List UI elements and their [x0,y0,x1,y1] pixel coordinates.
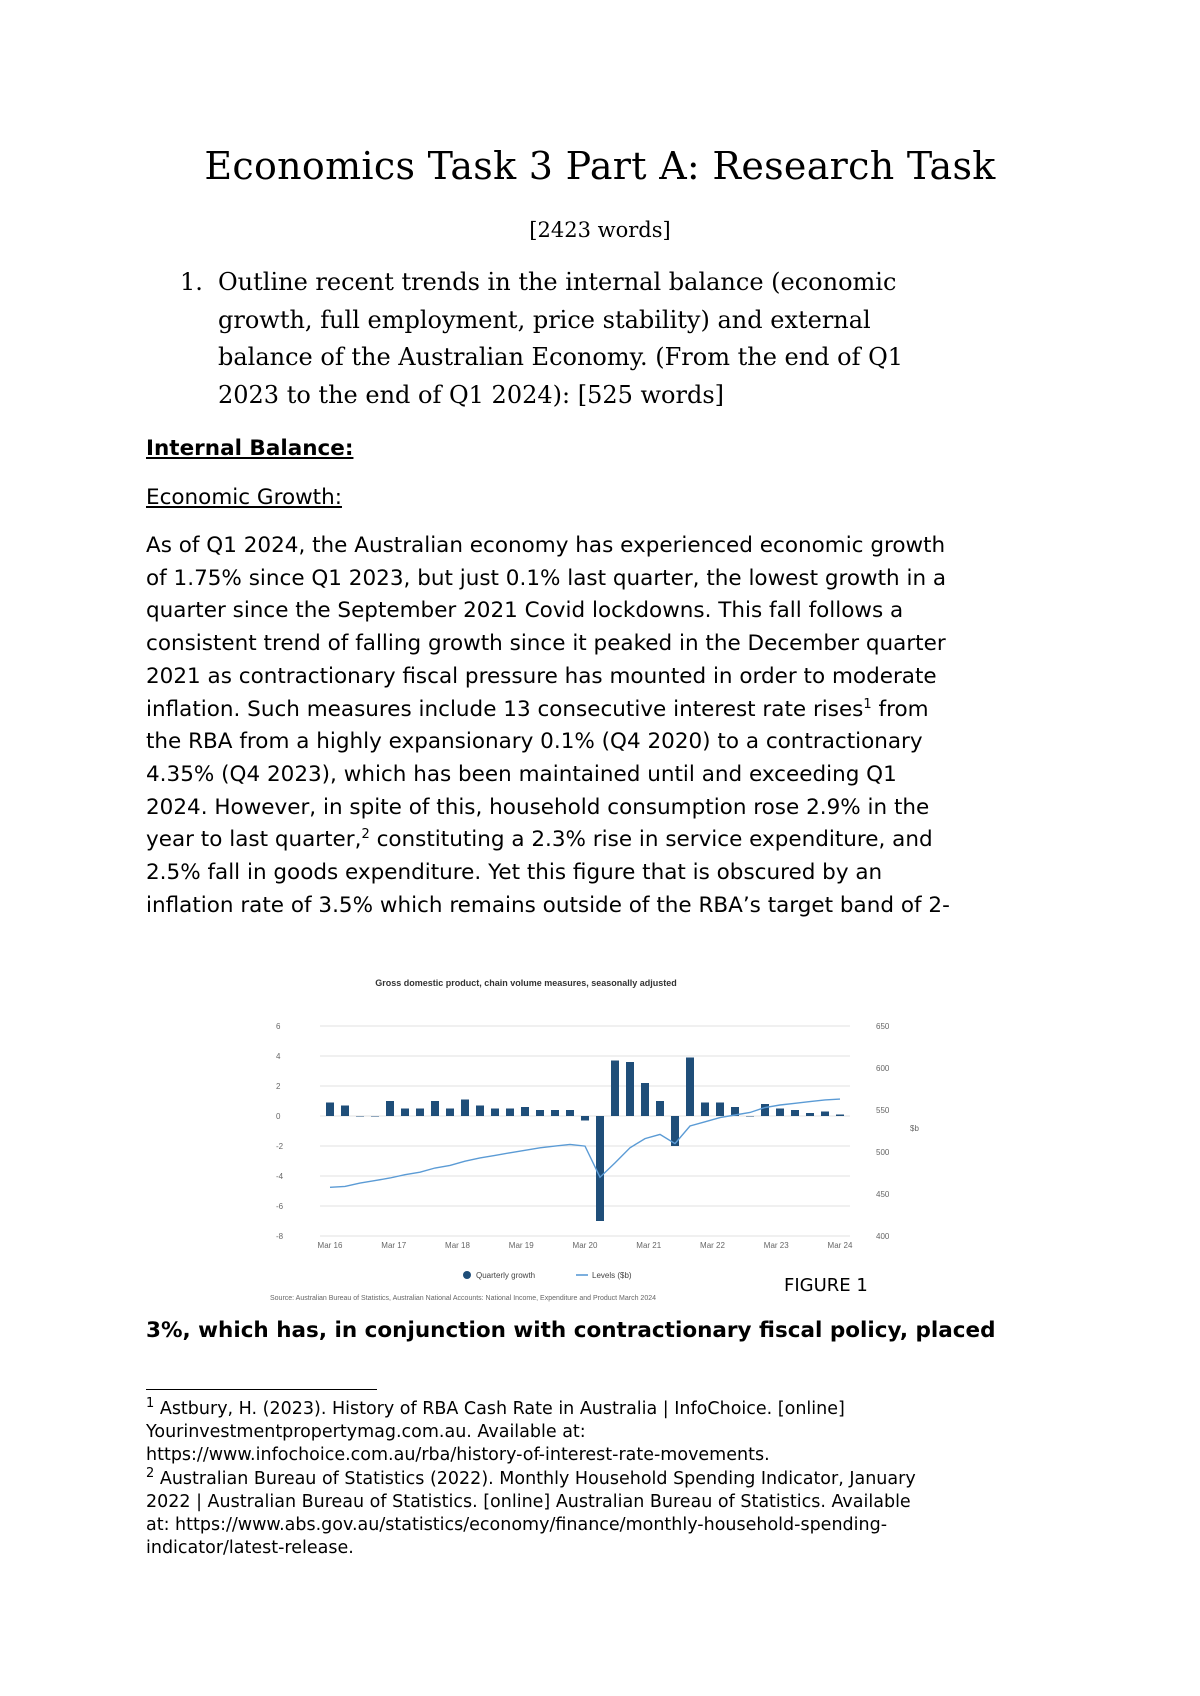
growth-bar [506,1109,514,1117]
growth-bar [761,1104,769,1116]
growth-bar [776,1109,784,1117]
paragraph-line: 2024. However, in spite of this, household consumption rose 2.9% in the [146,794,930,820]
left-tick-label: 4 [276,1052,281,1061]
x-tick-label: Mar 19 [508,1241,534,1250]
word-count: [2423 words] [529,218,671,242]
paragraph-line [146,825,933,855]
growth-bar [491,1109,499,1117]
left-tick-label: -4 [276,1172,284,1181]
right-tick-label: 600 [876,1064,890,1073]
paragraph-line: As of Q1 2024, the Australian economy has experienced economic growth [146,533,946,558]
footnote-text: Astbury, H. (2023). History of RBA Cash Rate in Australia | InfoChoice. [online] [154,1399,845,1419]
continued-paragraph-line: 3%, which has, in conjunction with contractionary fiscal policy, placed [146,1318,996,1343]
footnote-2-line [146,1468,916,1491]
question-line: Outline recent trends in the internal balance (economic [218,268,897,296]
paragraph-line [146,695,929,725]
paragraph-line: inflation rate of 3.5% which remains outside of the RBA’s target band of 2- [146,892,950,918]
footnote-text: Australian Bureau of Statistics (2022). Monthly Household Spending Indicator, January [154,1469,916,1489]
paragraph-line: consistent trend of falling growth since it peaked in the December quarter [146,631,946,657]
figure-caption: FIGURE 1 [784,1275,868,1296]
growth-bar [521,1107,529,1116]
footnote-2-link[interactable]: indicator/latest-release. [146,1538,354,1558]
left-tick-label: 0 [276,1112,281,1121]
heading-internal-balance: Internal Balance: [146,436,354,461]
right-axis-label: $b [910,1124,919,1133]
growth-bar [536,1110,544,1116]
paragraph-line: of 1.75% since Q1 2023, but just 0.1% last quarter, the lowest growth in a [146,565,947,591]
paragraph-line-tail: constituting a 2.3% rise in service expenditure, and [369,827,933,853]
growth-bar [836,1115,844,1117]
left-tick-label: 6 [276,1022,281,1031]
legend-label-levels: Levels ($b) [592,1271,632,1280]
footnote-1-line [146,1398,845,1421]
x-tick-label: Mar 17 [381,1241,407,1250]
right-tick-label: 550 [876,1106,890,1115]
left-tick-label: 2 [276,1082,281,1091]
growth-bar [596,1116,604,1221]
chart-title: Gross domestic product, chain volume measures, seasonally adjusted [375,978,677,988]
x-tick-label: Mar 21 [636,1241,662,1250]
heading-economic-growth: Economic Growth: [146,485,342,510]
question-line: 2023 to the end of Q1 2024): [525 words] [218,380,725,409]
footnote-ref-2[interactable]: 2 [361,827,370,843]
growth-bar [821,1112,829,1117]
gdp-chart [270,950,920,1310]
x-tick-label: Mar 16 [317,1241,343,1250]
chart-source: Source: Australian Bureau of Statistics, Australian National Accounts: National Income, Expenditure and Product March 2024 [270,1295,656,1302]
right-tick-label: 500 [876,1148,890,1157]
paragraph-line: quarter since the September 2021 Covid lockdowns. This fall follows a [146,598,904,624]
x-tick-label: Mar 20 [572,1241,598,1250]
legend-swatch-quarterly [463,1271,471,1279]
question-number: 1. [180,268,203,296]
growth-bar [431,1101,439,1116]
growth-bar [701,1103,709,1117]
growth-bar [746,1116,754,1117]
right-tick-label: 400 [876,1232,890,1241]
footnote-ref-1[interactable]: 1 [863,696,872,712]
paragraph-line: the RBA from a highly expansionary 0.1% (Q4 2020) to a contractionary [146,729,923,755]
growth-bar [566,1110,574,1116]
x-tick-label: Mar 23 [763,1241,789,1250]
growth-bar [476,1106,484,1117]
footnote-marker-1: 1 [146,1396,155,1412]
growth-bar [791,1110,799,1116]
growth-bar [716,1103,724,1117]
footnote-2-line: 2022 | Australian Bureau of Statistics. [online] Australian Bureau of Statistics. Available [146,1492,911,1512]
growth-bar [611,1061,619,1117]
footnote-separator [146,1389,377,1390]
paragraph-line-text: inflation. Such measures include 13 consecutive interest rate rises [146,696,864,722]
growth-bar [356,1116,364,1117]
footnote-1-line: Yourinvestmentpropertymag.com.au. Available at: [146,1422,586,1442]
paragraph-line: 2021 as contractionary fiscal pressure has mounted in order to moderate [146,663,937,689]
x-tick-label: Mar 18 [445,1241,470,1250]
legend-label-quarterly: Quarterly growth [476,1271,536,1280]
left-tick-label: -8 [276,1232,284,1241]
growth-bar [806,1113,814,1116]
question-line: balance of the Australian Economy. (From the end of Q1 [218,343,904,371]
x-tick-label: Mar 24 [827,1241,853,1250]
growth-bar [371,1116,379,1117]
paragraph-line: 2.5% fall in goods expenditure. Yet this figure that is obscured by an [146,860,883,885]
growth-bar [386,1101,394,1116]
footnote-1-link[interactable]: https://www.infochoice.com.au/rba/history-of-interest-rate-movements. [146,1445,770,1465]
growth-bar [326,1103,334,1117]
question-line: growth, full employment, price stability) and external [218,305,871,334]
growth-bar [581,1116,589,1121]
left-tick-label: -6 [276,1202,284,1211]
growth-bar [641,1083,649,1116]
growth-bar [461,1100,469,1117]
paragraph-line: 4.35% (Q4 2023), which has been maintained until and exceeding Q1 [146,761,897,787]
footnote-marker-2: 2 [146,1466,155,1482]
document-title: Economics Task 3 Part A: Research Task [204,144,996,188]
growth-bar [341,1106,349,1117]
growth-bar [551,1110,559,1116]
growth-bar [446,1109,454,1117]
growth-bar [626,1062,634,1116]
growth-bar [416,1109,424,1117]
growth-bar [656,1101,664,1116]
growth-bar [401,1109,409,1117]
left-tick-label: -2 [276,1142,284,1151]
paragraph-line-text: year to last quarter, [146,827,362,853]
growth-bar [686,1058,694,1117]
footnote-2-link[interactable]: at: https://www.abs.gov.au/statistics/economy/finance/monthly-household-spending- [146,1515,888,1535]
paragraph-line-tail: from [871,696,929,722]
right-tick-label: 650 [876,1022,890,1031]
x-tick-label: Mar 22 [700,1241,725,1250]
right-tick-label: 450 [876,1190,890,1199]
